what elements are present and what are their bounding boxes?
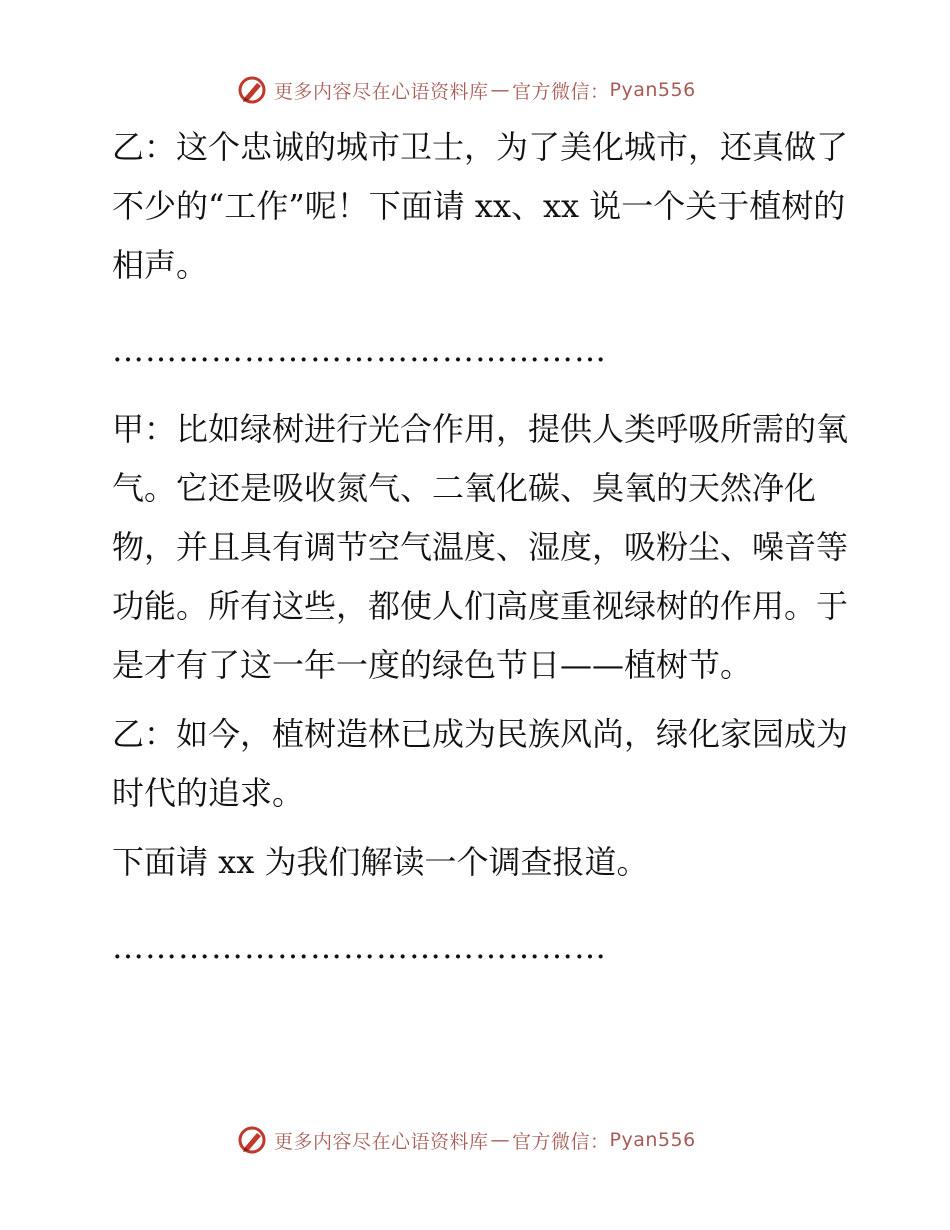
banner-wechat-label: 官方微信： [512,1130,610,1153]
pen-circle-logo-icon [236,74,268,106]
ellipsis-line-1: ……………………………………… [112,331,607,369]
footer-banner [236,1123,756,1157]
banner-wechat-id: Pyan556 [609,79,696,101]
banner-main-text: 更多内容尽在心语资料库 [274,80,489,103]
ellipsis-line-2: ……………………………………… [112,928,607,966]
paragraph-invite: 下面请 xx 为我们解读一个调查报道。 [112,843,649,881]
paragraph-yi-2: 乙：如今，植树造林已成为民族风尚，绿化家园成为时代的追求。 [112,715,849,812]
pen-circle-logo-icon [236,1124,268,1156]
header-banner [236,73,756,107]
paragraph-yi-1: 乙：这个忠诚的城市卫士，为了美化城市，还真做了不少的“工作”呢！下面请 xx、xx 说一个关于植树的相声。 [112,128,849,284]
banner-main-text: 更多内容尽在心语资料库 [274,1130,489,1153]
banner-wechat-id: Pyan556 [609,1129,696,1151]
banner-separator: — [490,79,511,101]
banner-wechat-label: 官方微信： [512,80,610,103]
document-body [98,118,858,997]
paragraph-jia-1: 甲：比如绿树进行光合作用，提供人类呼吸所需的氧气。它还是吸收氮气、二氧化碳、臭氧的天然净化物，并且具有调节空气温度、湿度，吸粉尘、噪音等功能。所有这些，都使人们高度重视绿树的作用。于是才有了这一年一度的绿色节日——植树节。 [112,410,849,684]
banner-separator: — [490,1129,511,1151]
